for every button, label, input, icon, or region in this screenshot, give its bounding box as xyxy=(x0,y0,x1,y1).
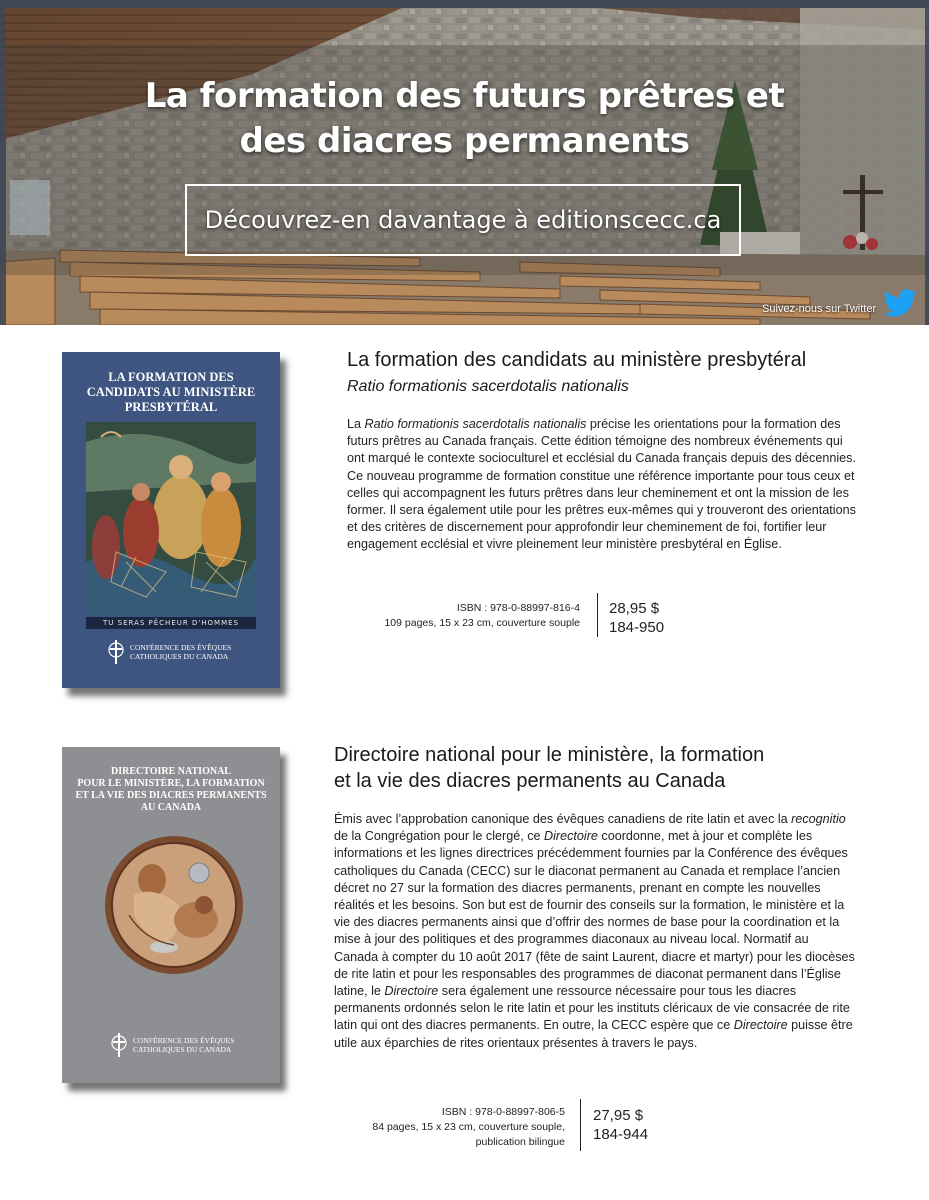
price: 27,95 $ xyxy=(593,1107,644,1124)
top-band xyxy=(0,0,929,8)
publisher-line: CONFÉRENCE DES ÉVÊQUES xyxy=(130,643,232,652)
description-italic: recognitio xyxy=(791,812,846,826)
description-text: puisse être utile aux éparchies de rites orientaux présentes à travers le pays. xyxy=(334,1018,853,1050)
discover-more-button[interactable] xyxy=(185,184,741,256)
book-title xyxy=(334,742,854,794)
book-details: 84 pages, 15 x 23 cm, couverture souple, xyxy=(372,1121,565,1133)
book-cover-directoire[interactable] xyxy=(62,747,280,1083)
book-description xyxy=(347,416,857,554)
product-code: 184-944 xyxy=(593,1126,649,1143)
isbn: ISBN : 978-0-88997-816-4 xyxy=(456,602,580,614)
price: 28,95 $ xyxy=(609,600,660,617)
description-text: sera également une ressource nécessaire pour tous les diacres permanents ordonnés selon le rite latin et pour les instituts cléricaux de vie consacrée de rite latin qui ont des diacres permanents. En outre, la CECC espère que ce xyxy=(334,984,850,1033)
publisher-logo xyxy=(111,1033,234,1057)
publisher-line: CATHOLIQUES DU CANADA xyxy=(130,652,229,661)
book-details: 109 pages, 15 x 23 cm, couverture souple xyxy=(384,617,580,629)
book-title-line: Directoire national pour le ministère, la formation xyxy=(334,744,765,766)
cover-title xyxy=(70,766,272,814)
twitter-bird-icon[interactable] xyxy=(882,289,918,317)
cover-title-line: PRESBYTÉRAL xyxy=(124,400,218,414)
description-text: Émis avec l’approbation canonique des évêques canadiens de rite latin et avec la xyxy=(334,812,792,826)
description-text: La xyxy=(347,417,365,431)
cover-title-line: ET LA VIE DES DIACRES PERMANENTS xyxy=(75,790,267,801)
book-title: La formation des candidats au ministère presbytéral xyxy=(347,349,807,371)
description-italic: Directoire xyxy=(384,984,439,999)
divider xyxy=(580,1099,581,1151)
book-description xyxy=(334,811,856,1052)
description-italic: Directoire xyxy=(544,829,598,844)
foot-washing-medallion-image xyxy=(104,835,244,975)
book-cover-ratio[interactable] xyxy=(62,352,280,688)
book-details: publication bilingue xyxy=(475,1136,565,1148)
price-block xyxy=(609,599,664,637)
product-code: 184-950 xyxy=(609,619,665,636)
cover-title-line: CANDIDATS AU MINISTÈRE xyxy=(86,385,256,399)
banner-title-line1: La formation des futurs prêtres et xyxy=(144,76,785,116)
cover-title xyxy=(70,370,272,415)
cover-title-line: AU CANADA xyxy=(140,802,202,813)
description-text: de la Congrégation pour le clergé, ce xyxy=(334,829,545,844)
cover-title-line: DIRECTOIRE NATIONAL xyxy=(111,766,231,777)
description-italic: Directoire xyxy=(733,1018,788,1033)
publisher-line: CONFÉRENCE DES ÉVÊQUES xyxy=(133,1036,235,1045)
price-block xyxy=(593,1106,648,1144)
cover-title-line: POUR LE MINISTÈRE, LA FORMATION xyxy=(77,778,265,789)
cecc-cross-icon xyxy=(108,640,124,664)
publisher-logo xyxy=(108,640,231,664)
publisher-name xyxy=(130,643,231,661)
cecc-cross-icon xyxy=(111,1033,127,1057)
isbn: ISBN : 978-0-88997-806-5 xyxy=(441,1106,565,1118)
book-subtitle: Ratio formationis sacerdotalis nationalis xyxy=(347,378,629,395)
header-banner xyxy=(0,0,929,325)
description-italic: Ratio formationis sacerdotalis nationalis xyxy=(364,417,587,431)
description-text: précise les orientations pour la formation des futurs prêtres au Canada français. Cette édition témoigne des nombreux événements qui ont marqué le contexte socioculturel et ecclésial du Canada français depuis des décennies. Ce nouveau programme de formation constitue une référence importante pour tous ceux et celles qui accompagnent les futurs prêtres dans leur cheminement et ont la mission de les former. Il sera également utile pour les prêtres eux-mêmes qui y trouveront des orientations et des critères de discernement pour approfondir leur cheminement de foi, fortifier leur engagement ecclésial et vivre pleinement leur ministère presbytéral en Église. xyxy=(347,417,856,552)
discover-more-label: Découvrez-en davantage à editionscecc.ca xyxy=(204,206,722,234)
publisher-name xyxy=(133,1036,234,1054)
book-meta xyxy=(330,601,580,631)
banner-title xyxy=(0,74,929,164)
divider xyxy=(597,593,598,637)
publisher-line: CATHOLIQUES DU CANADA xyxy=(133,1045,232,1054)
description-text: coordonne, met à jour et complète les informations et les lignes directrices précédemment fournies par la Conférence des évêques catholiques du Canada (CECC) sur le diaconat permanent au Canada et remplace l’ancien décret no 27 sur la formation des diacres permanents, prenant en compte les nouvelles réalités et les besoins. Son but est de fournir des conseils sur la formation, le ministère et la vie des diacres permanents ainsi que d’offrir des normes de base pour la coordination et la mise à jour des politiques et des programmes diaconaux au niveau local. Normatif au Canada à compter du 10 août 2017 (fête de saint Laurent, diacre et martyr) pour les diocèses de rite latin et pour les responsables des programmes de diaconat permanent dans l’Église latine, le xyxy=(334,829,855,999)
book-title-line: et la vie des diacres permanents au Canada xyxy=(334,770,726,792)
cover-title-line: LA FORMATION DES xyxy=(108,370,234,384)
follow-twitter-text[interactable]: Suivez-nous sur Twitter xyxy=(762,303,877,315)
banner-title-line2: des diacres permanents xyxy=(239,121,690,161)
book-meta xyxy=(320,1105,565,1150)
fishermen-mosaic-image xyxy=(86,422,256,615)
cover-caption: TU SERAS PÊCHEUR D'HOMMES xyxy=(86,617,256,629)
